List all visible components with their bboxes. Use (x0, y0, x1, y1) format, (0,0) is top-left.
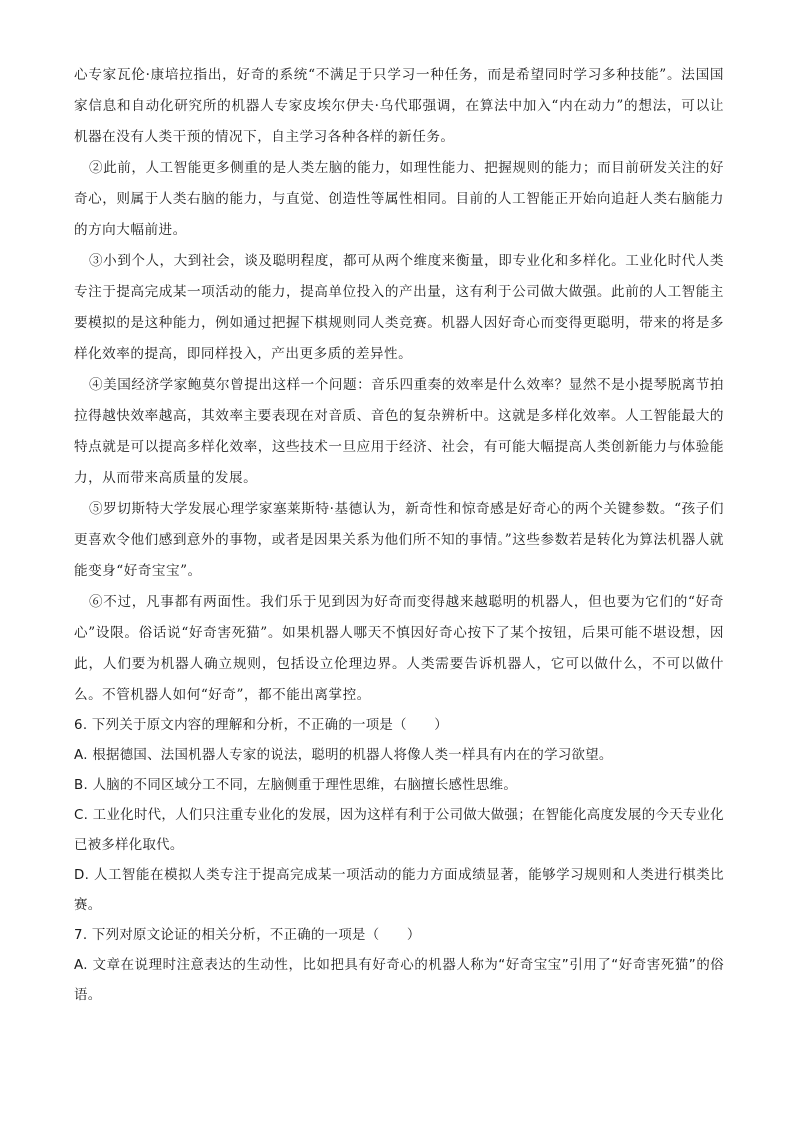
option-c: C. 工业化时代，人们只注重专业化的发展，因为这样有利于公司做大做强；在智能化高度发展的今天专业化已被多样化取代。 (74, 808, 724, 853)
passage-paragraph-4: ④美国经济学家鲍莫尔曾提出这样一个问题：音乐四重奏的效率是什么效率？显然不是小提琴脱离节拍拉得越快效率越高，其效率主要表现在对音质、音色的复杂辨析中。这就是多样化效率。人工智能最大的特点就是可以提高多样化效率，这些技术一旦应用于经济、社会，有可能大幅提高人类创新能力与体验能力，从而带来高质量的发展。 (74, 377, 724, 486)
passage-paragraph-2: ②此前，人工智能更多侧重的是人类左脑的能力，如理性能力、把握规则的能力；而目前研发关注的好奇心，则属于人类右脑的能力，与直觉、创造性等属性相同。目前的人工智能正开始向追赶人类右脑能力的方向大幅前进。 (74, 160, 724, 238)
exam-page (74, 60, 724, 1011)
question-stem: 7. 下列对原文论证的相关分析，不正确的一项是（ ） (74, 928, 421, 943)
option-b: B. 人脑的不同区域分工不同，左脑侧重于理性思维，右脑擅长感性思维。 (74, 778, 518, 793)
passage-paragraph-6: ⑥不过，凡事都有两面性。我们乐于见到因为好奇而变得越来越聪明的机器人，但也要为它们的“好奇心”设限。俗话说“好奇害死猫”。如果机器人哪天不慎因好奇心按下了某个按钮，后果可能不堪设想，因此，人们要为机器人确立规则，包括设立伦理边界。人类需要告诉机器人，它可以做什么，不可以做什么。不管机器人如何“好奇”，都不能出离掌控。 (74, 594, 724, 703)
passage-paragraph-3: ③小到个人，大到社会，谈及聪明程度，都可从两个维度来衡量，即专业化和多样化。工业化时代人类专注于提高完成某一项活动的能力，提高单位投入的产出量，这有利于公司做大做强。此前的人工智能主要模拟的是这种能力，例如通过把握下棋规则同人类竞赛。机器人因好奇心而变得更聪明，带来的将是多样化效率的提高，即同样投入，产出更多质的差异性。 (74, 253, 724, 362)
passage-paragraph-1-continued: 心专家瓦伦·康培拉指出，好奇的系统“不满足于只学习一种任务，而是希望同时学习多种技能”。法国国家信息和自动化研究所的机器人专家皮埃尔伊夫·乌代耶强调，在算法中加入“内在动力”的想法，可以让机器在没有人类干预的情况下，自主学习各种各样的新任务。 (74, 67, 724, 145)
question-stem: 6. 下列关于原文内容的理解和分析，不正确的一项是（ ） (74, 718, 448, 733)
passage-paragraph-5: ⑤罗切斯特大学发展心理学家塞莱斯特·基德认为，新奇性和惊奇感是好奇心的两个关键参数。“孩子们更喜欢令他们感到意外的事物，或者是因果关系为他们所不知的事情。”这些参数若是转化为算法机器人就能变身“好奇宝宝”。 (74, 501, 724, 579)
option-a: A. 文章在说理时注意表达的生动性，比如把具有好奇心的机器人称为“好奇宝宝”引用了“好奇害死猫”的俗语。 (74, 958, 724, 1003)
question-7 (74, 921, 724, 1011)
question-6 (74, 711, 724, 921)
option-d: D. 人工智能在模拟人类专注于提高完成某一项活动的能力方面成绩显著，能够学习规则和人类进行棋类比赛。 (74, 868, 724, 913)
reading-passage (74, 60, 724, 711)
option-a: A. 根据德国、法国机器人专家的说法，聪明的机器人将像人类一样具有内在的学习欲望。 (74, 748, 613, 763)
